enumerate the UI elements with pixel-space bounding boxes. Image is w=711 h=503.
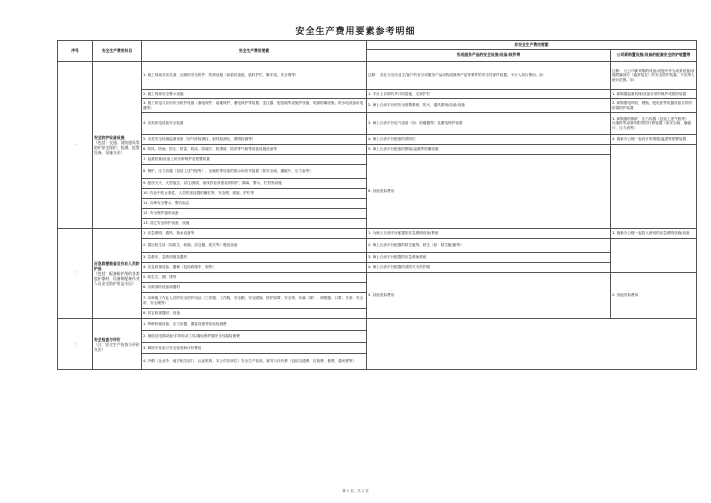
element-cell: 11. 各种安全警示、警告标志 [142,199,367,209]
header-category: 安全生产费用科目 [93,41,142,62]
ref-b-blank [611,145,697,229]
element-cell: 6. 防风、防雨、防尘、防雷、防冻、防塌方、防滑坡、防洪等气候等设备设施设备等 [142,145,367,155]
element-cell: 13. 其它安全防护设备、设施 [142,219,367,229]
header-seq: 序号 [58,41,93,62]
element-cell: 7. 各种施工作业人员的安全防护用品（工作服、工作鞋、安全帽、安全眼镜、防护面罩、安全带、耳塞（罩）、呼吸器、口罩、手套、安全带、安全绳等） [142,293,367,309]
ref-a-cell: 注释： 其在为交付业主/客户的各分项服务产品或构成最终产品等要件的安全性部件装置，不计入执行费用。如： [367,62,611,90]
category-note: （包括：交通、消防通风等防护安全保护、检测、报警设备、设施支出） [94,140,140,155]
ref-b-cell: 4. 施新办公楼一起设计的烟感/温感等报警装置 [611,135,697,145]
element-cell: 7. 起重机械/设备上防各种保护及报警装置 [142,155,367,165]
element-cell: 1. 特种机械设备、压力容器、避雷设施等检验检测费 [142,319,367,331]
element-cell: 4. 应急救援设备、器械（包括救援车、船等） [142,263,367,273]
table-row [58,135,697,145]
ref-b-cell: 2. 新购置电焊机、钢瓶、配电柜等电器设备自带的防超防护装置 [611,99,697,113]
element-cell: 9. 配设灭火、大型拖拉、试压/测试、射线作业所需设的防护、隔离、警示、栏挡等设施 [142,179,367,189]
ref-a-cell: 1. 为海上石油平台配置的应急照明设备/系统 [367,229,611,239]
table-row [58,273,697,283]
header-elements: 安全生产费用要素 [142,41,367,62]
ref-a-cell: 5. 海上石油平台配备的钢索/溢漏等防爆设施 [367,145,611,155]
element-cell: 1. 应急照明、通风、抽水设备等 [142,229,367,239]
element-cell: 2. 施设及电梯设备/手持电动工具/漏电保护器安全性能检测费 [142,331,367,343]
ref-a-cell: 1. 平台上自带的并口防盗板、走到护栏 [367,90,611,99]
section-category [93,62,142,229]
ref-a-cell: 4. 海上石油平台配备的消防栏 [367,135,611,145]
header-ref-elements: 非安全生产费用要素 [367,41,697,50]
ref-b-cell: 1. 新购置起重机械/设备自带的保护或报防装置 [611,90,697,99]
ref-a-cell: 3. 海上石油平台电气设备（如：防爆器等）及避电保护装置 [367,113,611,135]
ref-b-blank [611,239,697,273]
ref-b-cell: 2. 其他类似费用 [611,273,697,319]
table-row [58,263,697,273]
section-seq: 一 [58,62,93,229]
element-cell: 5. 各类安全检测监测设备（如气体检测仪、射线检测仪、照明检测等） [142,135,367,145]
element-cell: 8. 锅炉、压力容器（包括上述气瓶等）、压缩机等设备的指示和信号装置（如安全阀、爆破片、压力表等） [142,165,367,179]
element-cell: 5. 救生衣、圈、筏等 [142,273,367,283]
section-seq: 二 [58,229,93,319]
element-cell: 4. 外聘（企业外、地方相关部门、认证机构、本公司各单位）安全生产检查、督导与评价费（包括交通费、住宿费、餐费、通讯费等） [142,354,367,370]
table-row [58,113,697,135]
table-row [58,145,697,155]
ref-a-cell: 2. 海上石油平台配置的救生艇筏、救生（如：救生艇/艇等） [367,239,611,253]
category-title: 安全检查与评价 [94,336,121,342]
ref-a-cell: 4. 海上石油平台配置的消防灭火的护眼 [367,263,611,273]
header-ref-col-b: 公司新购置设施/设备的配套安全防护装置等 [611,50,697,62]
table-row [58,319,697,331]
header-ref-col-a: 形成服务产品的安全设施/设备/软件等 [367,50,611,62]
table-row [58,229,697,239]
section-category [93,229,142,319]
table-row [58,253,697,263]
table-row [58,90,697,99]
ref-a-cell: 5. 其他类似费用 [367,273,611,319]
document-title: 安全生产费用要素参考明细 [295,27,416,37]
ref-a-cell: 6. 其他类似费用 [367,155,611,229]
element-cell: 3. 急救车、急救药箱及器材 [142,253,367,263]
category-title: 应急救援装备及作业人员防护品 [94,261,140,271]
category-title: 安全防护设备设施 [94,135,125,140]
ref-a-cell: 2. 海上石油平台的安全报警系统、防火、通风系统/设备/设施 [367,99,611,113]
section-category [93,319,142,370]
section-seq: 三 [58,319,93,370]
ref-a-cell: 3. 海上石油平台配置的应急救助系统 [367,253,611,263]
cost-element-table [57,40,697,370]
element-cell: 10. 作业中防止毒性、人员伤害设置的栅栏等、安全网、面板、护栏等 [142,189,367,199]
element-cell: 12. 安全保护通讯设备 [142,209,367,219]
ref-b-cell: 注释： 凡公司新采购的设备/设施中作为成套设备/设施附属部分（通常装在）的安全防护装置，不应纳入统计范围。如： [611,62,697,90]
table-row [58,239,697,253]
category-note: （注：安全生产检查与评价支出） [94,341,140,352]
element-cell: 2. 施工现场安全警示设施 [142,90,367,99]
page-footer: 第 1 页，共 2 页 [342,489,369,493]
element-cell: 8. 其它救援器材、设备 [142,309,367,319]
element-cell: 6. 各种消防设备和器材 [142,283,367,293]
element-cell: 2. 震后救生设（如救生、救捕、清仓器、救灾等）搬放设备 [142,239,367,253]
ref-b-cell: 3. 新购置的锅炉、压力容器（包括上述气瓶等）、压缩机等设备所附带的行程装置（如安全阀、爆破片、压力表等） [611,113,697,135]
ref-blank [367,319,697,370]
header-row [58,41,697,50]
ref-b-cell: 1. 施新办公楼一起投入使用的应急照明设施/设备 [611,229,697,239]
table-row [58,99,697,113]
element-cell: 3. 施工机电与应用安全防护设施（漏电保护、接地保护、避电保护等装置；变压器、配电箱等设施护设施、电源防爆设施；防水电设备用电器等） [142,99,367,113]
element-cell: 1. 施工现场各类孔洞、边缘的安全防护、防滑设施（如临时盖板、临时护栏、脚手架、安全网等） [142,62,367,90]
element-cell: 4. 各类机电设备安全装置 [142,113,367,135]
table-row [58,62,697,90]
category-note: （包括：配备防护用的各类监护器材、设备和配备作业人员安全防护用品支出） [94,271,140,286]
table-row [58,155,697,165]
element-cell: 3. 聘请专家参与安全检查和评价费用 [142,343,367,354]
